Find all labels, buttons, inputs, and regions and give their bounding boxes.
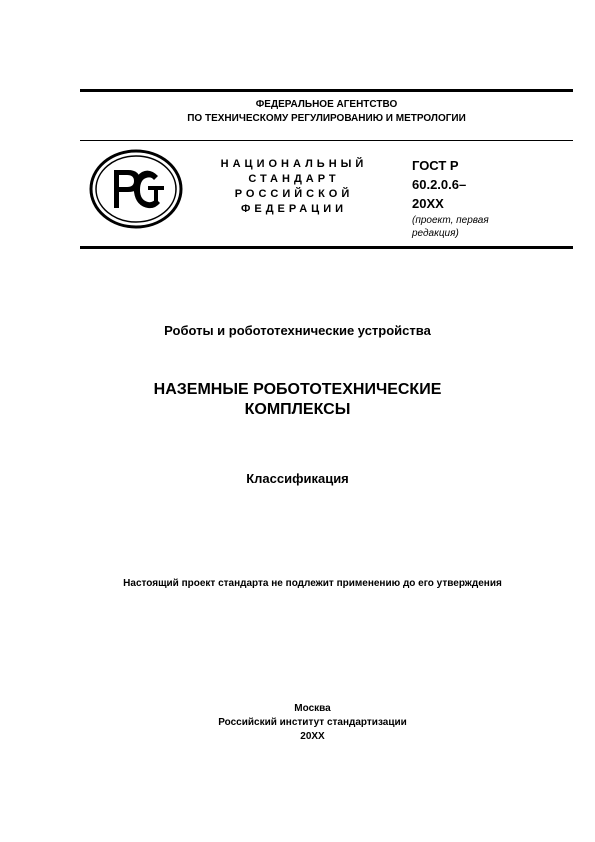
standard-type-line-4: ФЕДЕРАЦИИ xyxy=(240,203,348,215)
publisher-city: Москва xyxy=(294,703,331,714)
agency-line-1: ФЕДЕРАЛЬНОЕ АГЕНТСТВО xyxy=(255,99,398,110)
rst-logo-icon xyxy=(88,148,184,230)
standard-type-line-1: НАЦИОНАЛЬНЫЙ xyxy=(220,158,368,170)
draft-notice xyxy=(0,578,595,589)
gost-code-line-2: 60.2.0.6– xyxy=(412,177,467,192)
document-subtitle: Классификация xyxy=(246,471,349,486)
main-title xyxy=(0,380,595,420)
middle-rule xyxy=(80,140,573,141)
top-rule xyxy=(80,89,573,92)
bottom-rule xyxy=(80,246,573,249)
agency-header xyxy=(80,98,573,126)
gost-designation xyxy=(412,156,552,240)
standard-type-line-2: СТАНДАРТ xyxy=(248,173,340,185)
main-title-line-1: НАЗЕМНЫЕ РОБОТОТЕХНИЧЕСКИЕ xyxy=(153,381,442,398)
standard-type-line-3: РОССИЙСКОЙ xyxy=(234,188,354,200)
document-subject: Роботы и робототехнические устройства xyxy=(164,323,431,338)
gost-code-line-3: 20XX xyxy=(412,196,444,211)
publisher-year: 20XX xyxy=(300,731,325,742)
agency-line-2: ПО ТЕХНИЧЕСКОМУ РЕГУЛИРОВАНИЮ И МЕТРОЛОГИИ xyxy=(187,113,466,124)
gost-code-line-1: ГОСТ Р xyxy=(412,158,459,173)
standard-type xyxy=(196,157,392,217)
publisher-institute: Российский институт стандартизации xyxy=(218,717,407,728)
draft-notice-text: Настоящий проект стандарта не подлежит применению до его утверждения xyxy=(123,578,502,589)
gost-edition: (проект, первая редакция) xyxy=(412,215,489,239)
publisher-block xyxy=(0,702,595,744)
main-title-line-2: КОМПЛЕКСЫ xyxy=(244,401,351,418)
